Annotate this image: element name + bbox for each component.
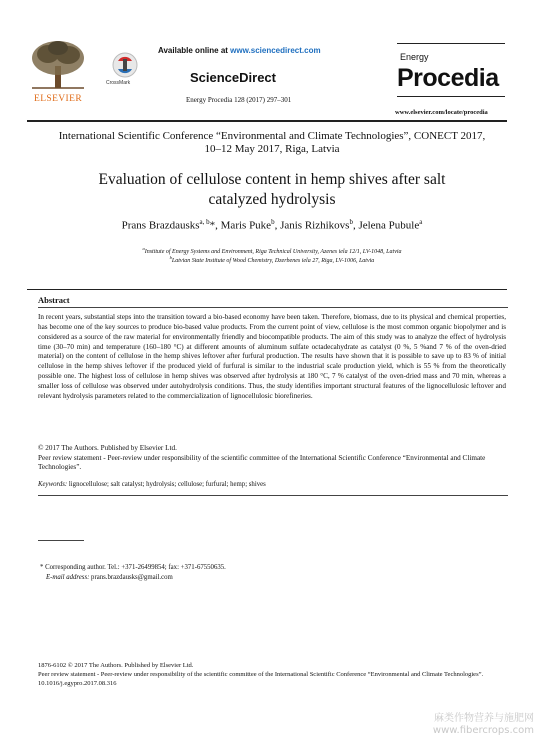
author-name: Jelena Pubule — [358, 219, 420, 232]
author-name: Prans Brazdausks — [121, 219, 200, 232]
conference-line-1: International Scientific Conference “Environmental and Climate Technologies”, CONECT 2017, — [58, 130, 486, 142]
sciencedirect-title: ScienceDirect — [190, 70, 276, 85]
affiliation-text: Institute of Energy Systems and Environment, Riga Technical University, Azenes iela 12/1, LV-1048, Latvia — [144, 249, 402, 255]
paper-title-line-1: Evaluation of cellulose content in hemp shives after salt — [98, 171, 446, 188]
conference-line-2: 10–12 May 2017, Riga, Latvia — [204, 143, 340, 155]
email-label: E-mail address: — [46, 574, 90, 581]
crossmark-icon[interactable] — [112, 52, 138, 78]
author-name: Janis Rizhikovs — [280, 219, 350, 232]
copyright-block — [38, 444, 506, 473]
email-line — [40, 573, 226, 583]
conference-info — [30, 130, 514, 156]
watermark — [433, 713, 534, 737]
affiliation-mark: b — [169, 255, 172, 260]
keywords-list: lignocellulose; salt catalyst; hydrolysis; cellulose; furfural; hemp; shives — [67, 481, 266, 488]
sciencedirect-link[interactable]: www.sciencedirect.com — [230, 46, 321, 55]
keywords-rule — [38, 495, 508, 496]
bottom-peer-review: Peer review statement - Peer-review under responsibility of the scientific committee of the International Scientific Conference “Environmental and Climate Technologies”. — [38, 670, 484, 678]
paper-title — [50, 170, 494, 210]
crossmark-label: CrossMark — [106, 80, 131, 86]
author-list — [40, 218, 504, 232]
issn-line: 1876-6102 © 2017 The Authors. Published by Elsevier Ltd. — [38, 662, 194, 669]
keywords-label: Keywords: — [38, 481, 68, 488]
abstract-heading: Abstract — [38, 295, 70, 305]
journal-url[interactable]: www.elsevier.com/locate/procedia — [395, 109, 488, 116]
footnote-rule — [38, 540, 84, 541]
watermark-line-1: 麻类作物营养与施肥网 — [434, 713, 534, 724]
abstract-body: In recent years, substantial steps into the transition toward a bio-based economy have been taken. Therefore, biomass, due to its physical and chemical properties, has become one of the key sources to produce bio-based value products. From the current point of view, cellulose is the most common organic biopolymer and is considered as a source of the raw material for environmentally friendly and biocompatible products. The aim of this study was to analyze the effect of hydrolysis time (30–70 min) and temperature (160–180 °C) at different amounts of aluminum sulfate octadecahydrate as catalyst (0 %, 5 %and 7 % of the oven-dried material) on the content of cellulose in the hemp shives leftover after furfural production. The results have shown that it is possible to save up to 83 % of initial cellulose in the hemp shives leftover if the produced yield of furfural is similar to the industrial scale production yield, which is 55 % from the theoretically possible one. The highest loss of cellulose in hemp shives was observed after hydrolysis at 180 °C, 7 % catalyst of the oven-dried mass and 70 min, whereas a smaller loss of cellulose was observed under autohydrolysis conditions. Thus, the study identifies important structural features of the lignocellulosic leftover and relevant hydrolysis parameters related to the commercialization of lignocellulosic biorefineries. — [38, 313, 506, 400]
author-affiliation-mark: b — [349, 218, 353, 226]
corresponding-author: * Corresponding author. Tel.: +371-26499854; fax: +371-67550635. — [40, 564, 226, 571]
author-separator: , — [274, 219, 281, 232]
abstract-top-rule — [27, 289, 507, 290]
journal-small-title: Energy — [400, 52, 429, 62]
affiliation-a — [40, 246, 504, 255]
doi[interactable]: 10.1016/j.egypro.2017.08.316 — [38, 679, 117, 687]
peer-review-statement: Peer review statement - Peer-review under responsibility of the scientific committee of the International Scientific Conference “Environmental and Climate Technologies”. — [38, 453, 486, 472]
author-separator: , — [352, 219, 359, 232]
journal-title: Procedia — [397, 64, 499, 92]
journal-rule-bottom — [397, 96, 505, 97]
author-affiliation-mark: a, b — [199, 218, 210, 226]
header-divider — [27, 120, 507, 122]
footnote — [40, 563, 226, 583]
affiliation-text: Latvian State Institute of Wood Chemistry, Dzerbenes iela 27, Riga, LV-1006, Latvia — [171, 258, 375, 264]
page-bottom-info — [38, 662, 508, 688]
email-address[interactable]: prans.brazdausks@gmail.com — [89, 574, 173, 581]
available-online — [158, 46, 321, 55]
author-affiliation-mark: a — [419, 218, 423, 226]
paper-title-line-2: catalyzed hydrolysis — [208, 191, 336, 208]
journal-rule-top — [397, 43, 505, 44]
keywords — [38, 481, 506, 488]
author-affiliation-mark: b — [271, 218, 275, 226]
available-prefix: Available online at — [158, 46, 231, 55]
author-separator: *, — [209, 219, 221, 232]
copyright-line: © 2017 The Authors. Published by Elsevier Ltd. — [38, 444, 177, 452]
affiliation-mark: a — [142, 246, 145, 251]
journal-reference: Energy Procedia 128 (2017) 297–301 — [186, 96, 292, 104]
watermark-line-2: www.fibercrops.com — [432, 725, 534, 736]
abstract-heading-rule — [38, 307, 508, 308]
elsevier-tree-logo — [30, 40, 86, 90]
author-name: Maris Puke — [220, 219, 272, 232]
affiliation-b — [40, 255, 504, 264]
elsevier-wordmark: ELSEVIER — [34, 94, 83, 104]
